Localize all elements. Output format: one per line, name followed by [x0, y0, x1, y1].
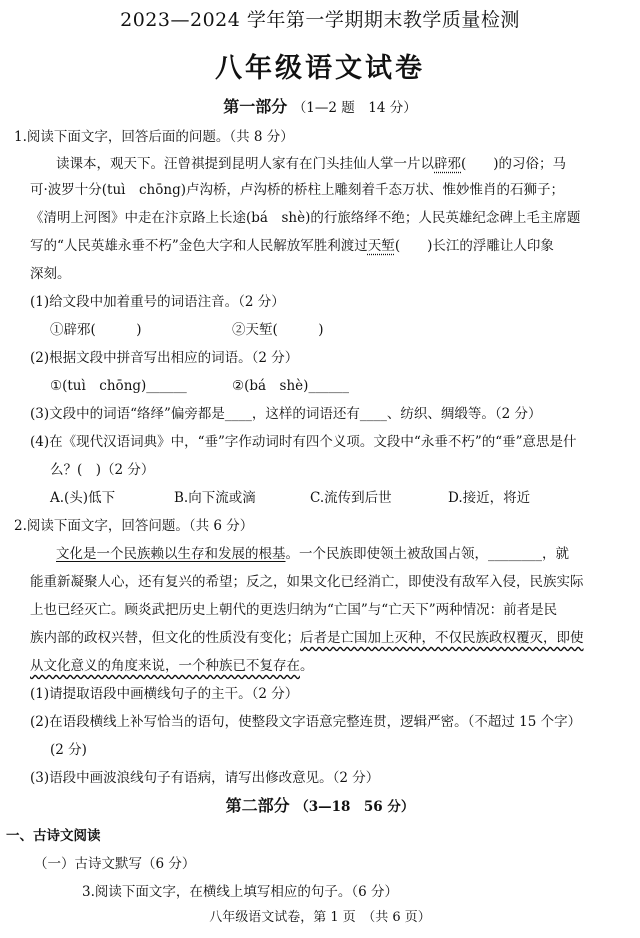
q2-sub2-line2: (2 分) — [50, 742, 87, 758]
q1-sub1-b: ②天堑( ) — [232, 322, 324, 338]
q2-passage-line5: 从文化意义的角度来说，一个种族已不复存在。 — [30, 658, 314, 674]
q1-sub2: (2)根据文段中拼音写出相应的词语。（2 分） — [30, 350, 299, 366]
emphasized-word-bixie: 辟邪 — [434, 156, 461, 172]
q1-sub3: (3)文段中的词语“络绎”偏旁都是____，这样的词语还有____、纺织、绸缎等。（2 分） — [30, 406, 542, 422]
q2-passage-line3: 上也已经灭亡。顾炎武把历史上朝代的更迭归纳为“亡国”与“亡天下”两种情况：前者是民 — [30, 602, 558, 618]
q1-option-c: C.流传到后世 — [310, 490, 392, 506]
q1-passage-line3: 《清明上河图》中走在汴京路上长途(bá shè)的行旅络绎不绝；人民英雄纪念碑上毛主席题 — [30, 210, 581, 226]
q1-option-b: B.向下流或滴 — [174, 490, 256, 506]
section1-heading: 一、古诗文阅读 — [6, 828, 101, 844]
q2-sub2-line1: (2)在语段横线上补写恰当的语句，使整段文字语意完整连贯，逻辑严密。（不超过 15 个字） — [30, 714, 582, 730]
page-footer: 八年级语文试卷，第 1 页 （共 6 页） — [209, 910, 431, 925]
emphasized-word-tianqian: 天堑 — [367, 238, 395, 254]
part2-note: （3—18 56 分） — [295, 799, 415, 815]
q1-sub4-line1: (4)在《现代汉语词典》中，“垂”字作动词时有四个义项。文段中“永垂不朽”的“垂”意思是什 — [30, 434, 577, 450]
q1-option-a: A.(头)低下 — [50, 490, 116, 506]
q1-passage-line5: 深刻。 — [30, 266, 71, 282]
q2-passage-line4: 族内部的政权兴替，但文化的性质没有变化；后者是亡国加上灭种，不仅民族政权覆灭，即使 — [30, 630, 584, 646]
q2-wavy-sentence-part1: 后者是亡国加上灭种，不仅民族政权覆灭，即使 — [300, 630, 584, 646]
q2-sub1: (1)请提取语段中画横线句子的主干。（2 分） — [30, 686, 299, 702]
q2-passage-line2: 能重新凝聚人心，还有复兴的希望；反之，如果文化已经消亡，即使没有敌军入侵，民族实际 — [30, 574, 584, 590]
q2-underlined-sentence: 文化是一个民族赖以生存和发展的根基 — [56, 546, 286, 562]
q2-sub3: (3)语段中画波浪线句子有语病，请写出修改意见。（2 分） — [30, 770, 380, 786]
part1-heading — [0, 97, 640, 118]
q1-sub1: (1)给文段中加着重号的词语注音。（2 分） — [30, 294, 285, 310]
q1-stem: 1.阅读下面文字，回答后面的问题。（共 8 分） — [14, 129, 294, 145]
paper-title: 八年级语文试卷 — [215, 53, 425, 84]
part2-heading — [0, 796, 640, 817]
subsection1-heading: （一）古诗文默写（6 分） — [34, 856, 196, 872]
q2-stem: 2.阅读下面文字，回答问题。（共 6 分） — [14, 518, 254, 534]
q3-stem: 3.阅读下面文字，在横线上填写相应的句子。（6 分） — [82, 884, 399, 900]
q1-passage-line2: 可·波罗十分(tuì chōng)卢沟桥，卢沟桥的桥柱上雕刻着千态万状、惟妙惟肖的石狮子； — [30, 182, 564, 198]
q1-passage-line4: 写的“人民英雄永垂不朽”金色大字和人民解放军胜利渡过天堑( )长江的浮雕让人印象 — [30, 238, 554, 254]
q1-sub4-line2: 么？( )（2 分） — [50, 462, 155, 478]
part2-title: 第二部分 — [225, 796, 290, 815]
part1-note: （1—2 题 14 分） — [292, 100, 417, 116]
q1-sub2-b: ②(bá shè)______ — [232, 378, 349, 394]
exam-title: 2023—2024 学年第一学期期末教学质量检测 — [120, 9, 520, 31]
part1-title: 第一部分 — [223, 97, 288, 116]
q1-option-d: D.接近，将近 — [448, 490, 531, 506]
q2-wavy-sentence-part2: 从文化意义的角度来说，一个种族已不复存在 — [30, 658, 300, 674]
q1-sub2-a: ①(tuì chōng)______ — [50, 378, 187, 394]
q2-passage-line1: 文化是一个民族赖以生存和发展的根基。一个民族即使领土被敌国占领，________，就 — [56, 546, 569, 562]
q1-passage-line1: 读课本，观天下。汪曾祺提到昆明人家有在门头挂仙人掌一片以辟邪( )的习俗；马 — [56, 156, 567, 172]
q1-sub1-a: ①辟邪( ) — [50, 322, 142, 338]
